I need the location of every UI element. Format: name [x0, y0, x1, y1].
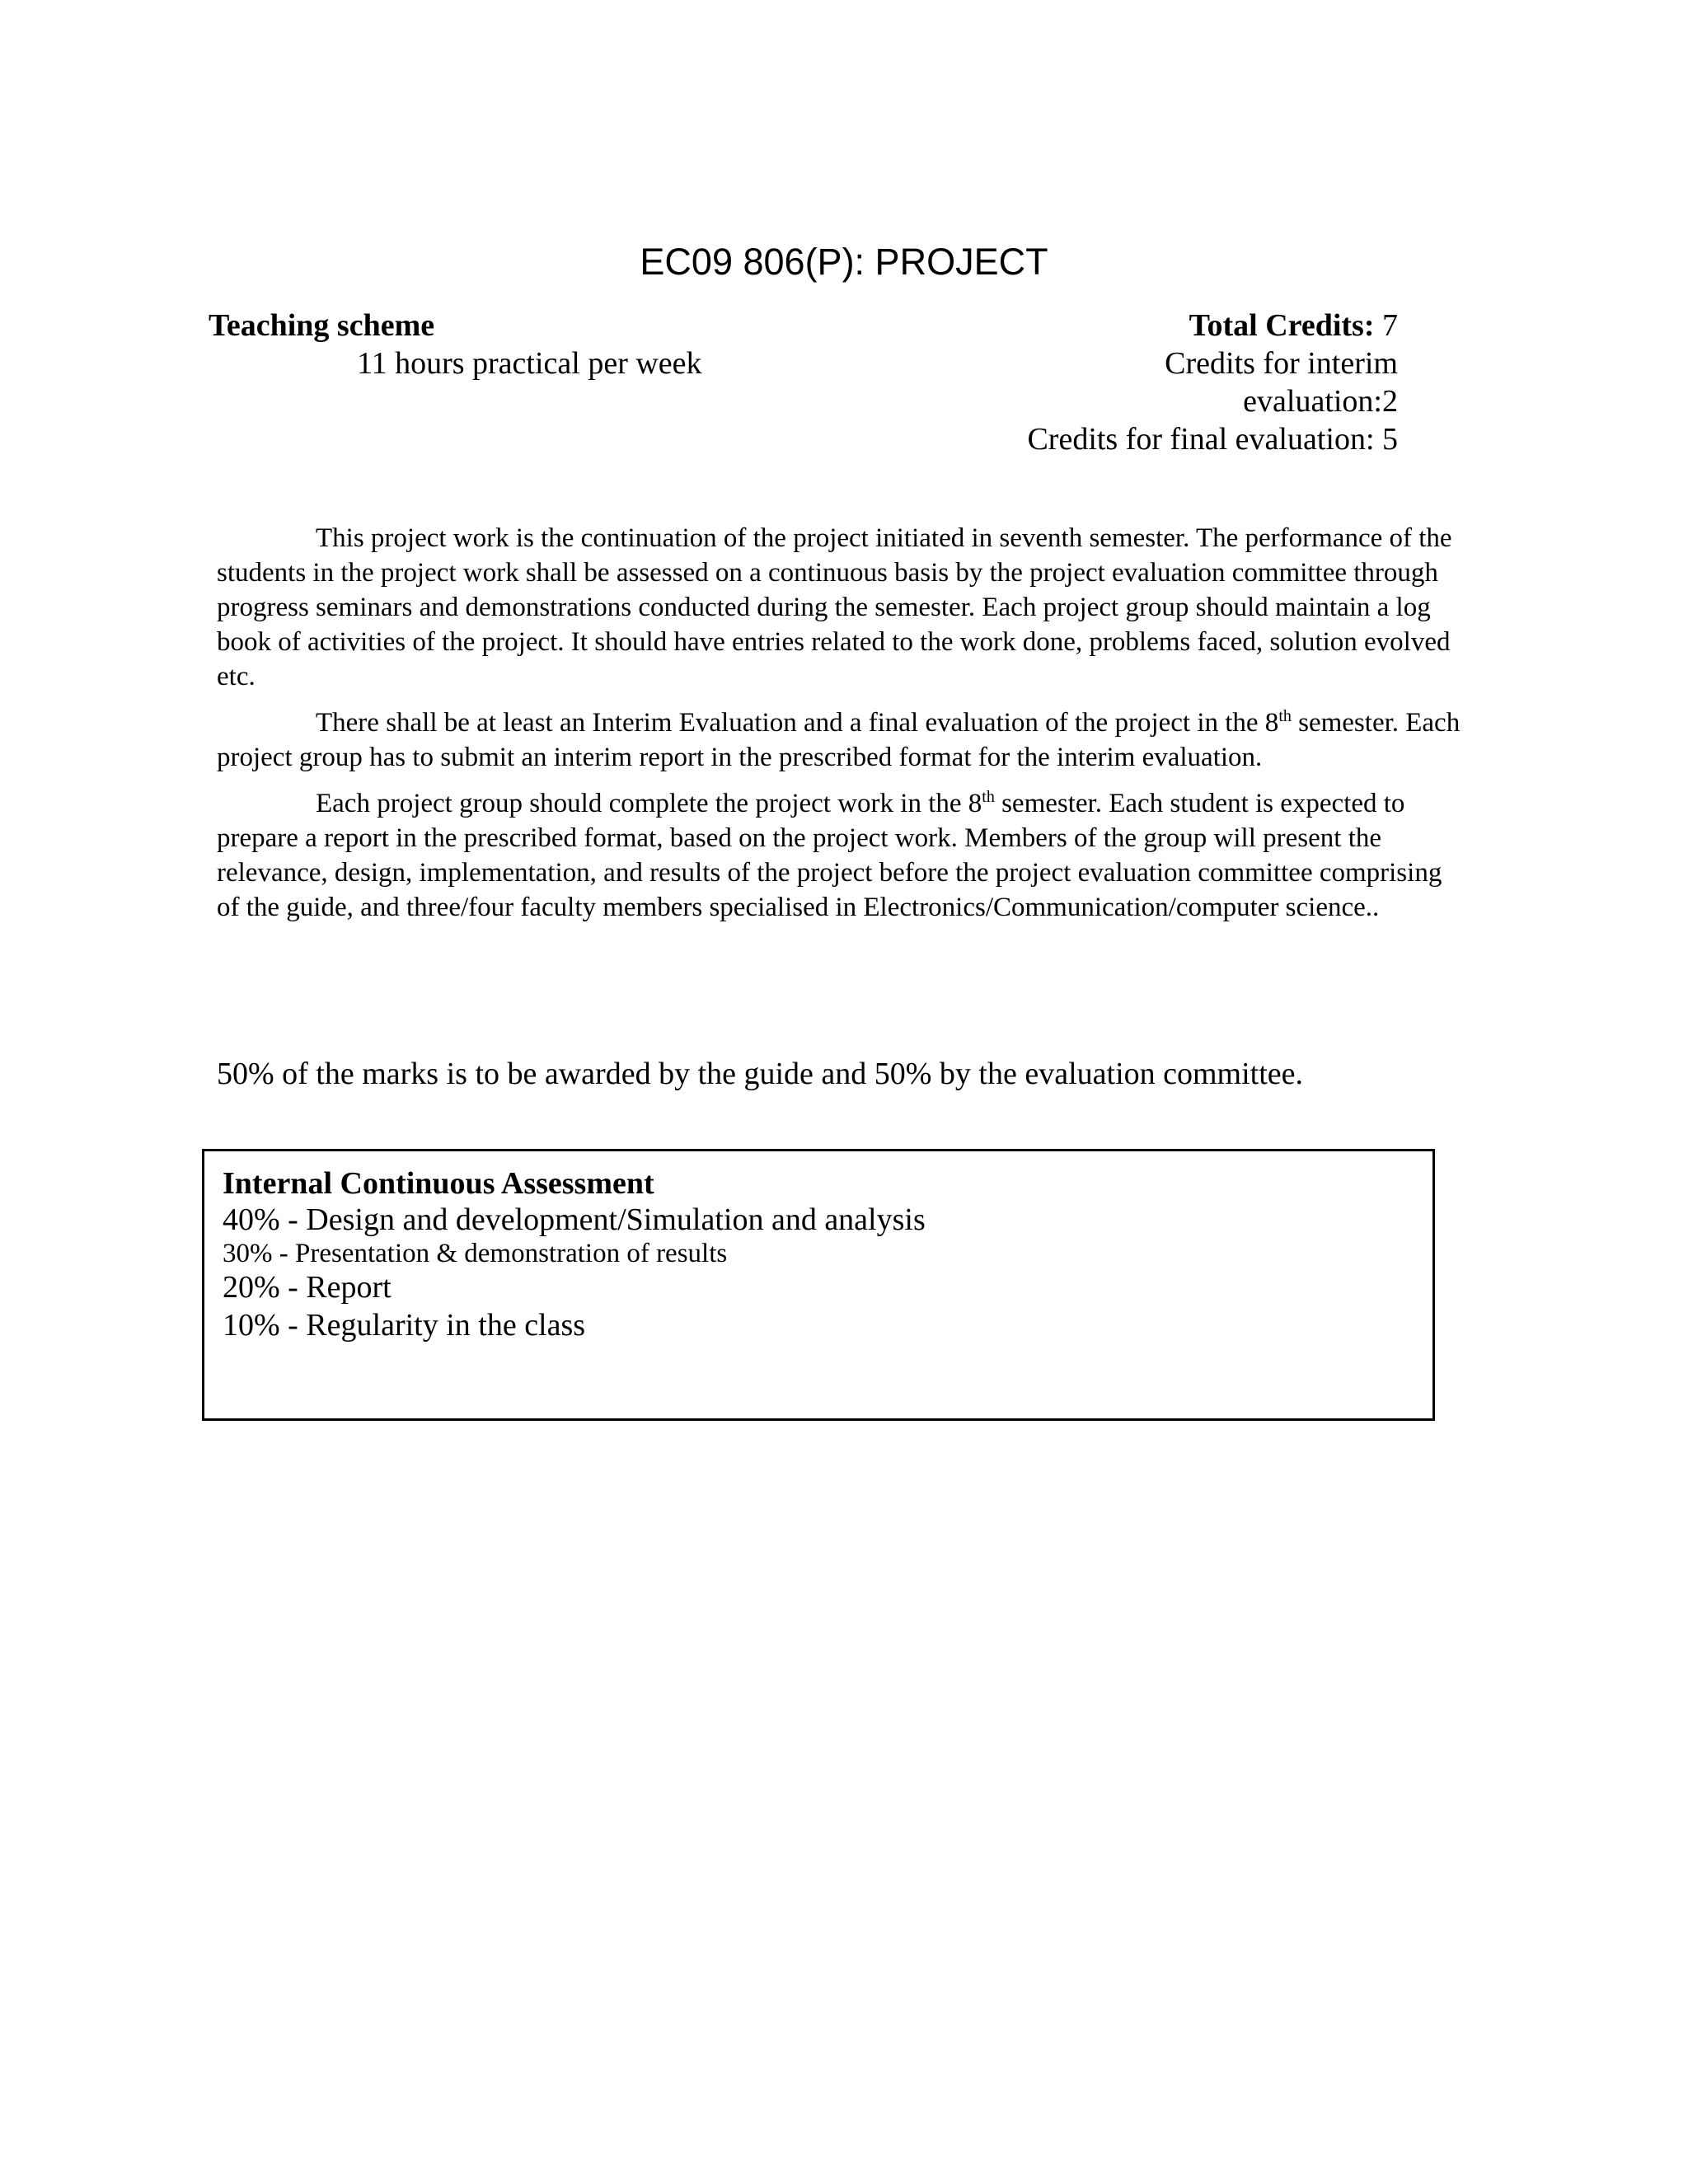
- total-credits-label: Total Credits:: [1189, 308, 1375, 343]
- assessment-item: 20% - Report: [223, 1270, 392, 1305]
- assessment-item: 10% - Regularity in the class: [223, 1308, 586, 1343]
- ordinal-suffix: th: [1278, 707, 1292, 725]
- interim-credits-line2: evaluation:2: [1243, 384, 1398, 419]
- marks-split: 50% of the marks is to be awarded by the guide and 50% by the evaluation committee.: [217, 1057, 1304, 1091]
- paragraph-report-text-cont: semester. Each student is expected to prepare a report in the prescribed format, based on the project work. Members of the group will present the relevance, design, implementation, and results of the project before the project evaluation committee comprising of the guide, and three/four faculty members specialised in Electronics/Communication/computer science..: [217, 789, 1442, 922]
- ordinal-suffix: th: [982, 788, 995, 806]
- assessment-title: Internal Continuous Assessment: [223, 1166, 654, 1201]
- paragraph-report-text: Each project group should complete the project work in the 8: [316, 789, 982, 818]
- paragraph-report: [217, 786, 1470, 925]
- paragraph-evaluation-text-cont: semester. Each project group has to submit an interim report in the prescribed format for the interim evaluation.: [217, 708, 1461, 772]
- assessment-item: 40% - Design and development/Simulation and analysis: [223, 1202, 926, 1237]
- final-credits-line: Credits for final evaluation: 5: [1027, 422, 1398, 457]
- teaching-scheme-hours: 11 hours practical per week: [357, 346, 702, 381]
- page-title: EC09 806(P): PROJECT: [640, 241, 1048, 283]
- total-credits-line: [1027, 307, 1398, 344]
- teaching-scheme-label: Teaching scheme: [209, 308, 435, 343]
- total-credits-value: 7: [1374, 308, 1398, 343]
- description-text: [217, 521, 1470, 936]
- interim-credits-line1: Credits for interim: [1165, 346, 1398, 381]
- paragraph-evaluation: [217, 705, 1470, 775]
- teaching-scheme: [209, 307, 702, 382]
- assessment-box: [202, 1149, 1435, 1421]
- paragraph-continuation: This project work is the continuation of the project initiated in seventh semester. The performance of the students in the project work shall be assessed on a continuous basis by the project evaluation committee through progress seminars and demonstrations conducted during the semester. Each project group should maintain a log book of activities of the project. It should have entries related to the work done, problems faced, solution evolved etc.: [217, 523, 1452, 691]
- credits-info: [1027, 307, 1398, 458]
- paragraph-evaluation-text: There shall be at least an Interim Evaluation and a final evaluation of the project in the 8: [316, 708, 1279, 738]
- assessment-item: 30% - Presentation & demonstration of results: [223, 1239, 728, 1268]
